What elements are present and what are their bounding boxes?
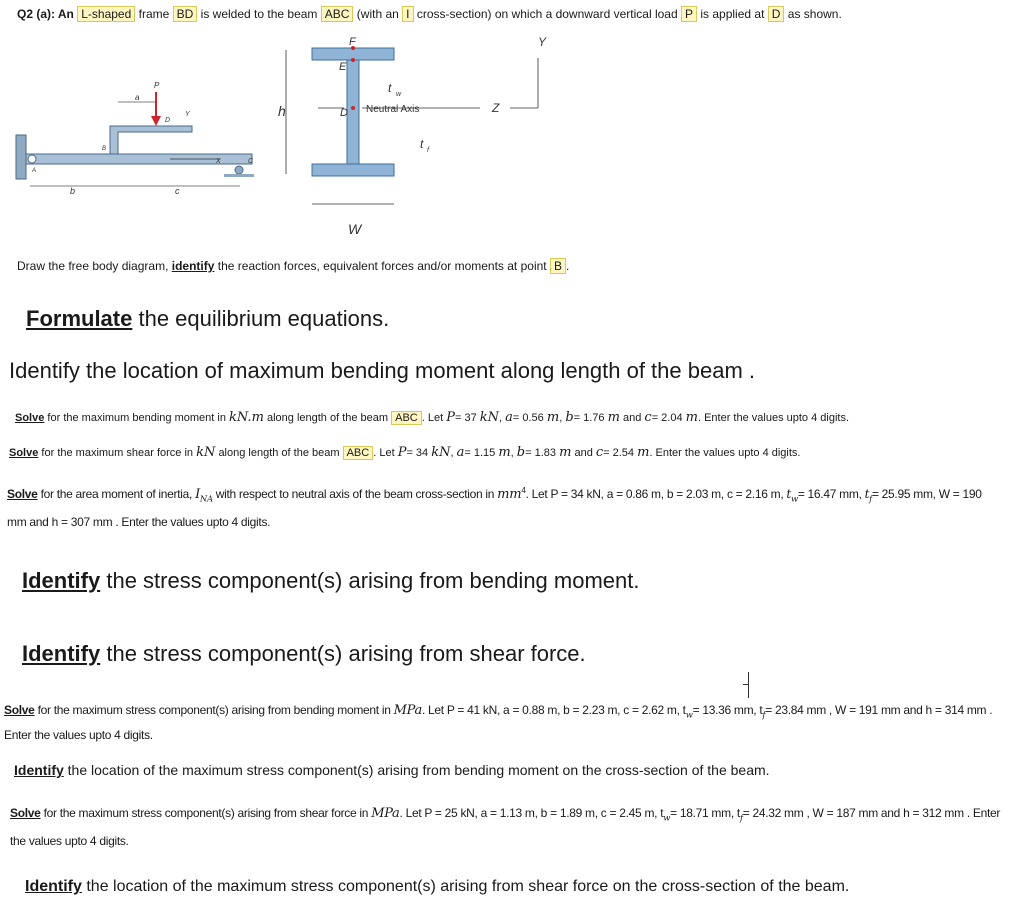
header-text-3: (with an — [356, 7, 399, 21]
solve-shear-c-val: = 2.54 — [603, 447, 635, 459]
solve-shear-p-val: = 34 — [406, 447, 429, 459]
solve-moment-line: Solve for the maximum bending moment in kN.m along length of the beam ABC . Let P= 37 kN, a= 0.56 m, b= 1.76 m and c= 2.04 m. Enter the values upto 4 digits. — [15, 410, 850, 425]
identify-shear-heading — [22, 641, 586, 667]
l-frame-bd — [110, 126, 192, 154]
solve-moment-c-val: = 2.04 — [651, 412, 683, 424]
solve-moment-p-unit: kN — [479, 410, 500, 425]
solve-shear-b-sym: b — [516, 445, 526, 460]
wall-support — [16, 135, 26, 179]
label-d-pt: D — [165, 117, 171, 124]
solve-moment-beam: ABC — [391, 411, 422, 425]
load-p-arrowhead — [151, 116, 161, 126]
solve-bending-stress-t1: for the maximum stress component(s) arising from bending moment in — [37, 703, 391, 717]
solve-moment-p-sym: P — [446, 410, 455, 425]
solve-inertia-unit-sup: 4 — [521, 485, 526, 495]
solve-bending-stress-tf: = 23.84 mm , W = 191 mm and h = 314 mm . — [765, 703, 993, 717]
solve-bending-stress-line-2: Enter the values upto 4 digits. — [4, 728, 153, 742]
fbd-verb: identify — [171, 259, 215, 273]
label-neutral-axis: Neutral Axis — [366, 104, 420, 115]
point-d-marker — [351, 106, 355, 110]
solve-shear-stress-vals: . Let P = 25 kN, a = 1.13 m, b = 1.89 m, c = 2.45 m, t — [399, 806, 664, 820]
solve-shear-a-unit: m — [498, 445, 511, 460]
solve-shear-b-unit: m — [559, 445, 572, 460]
point-e-marker — [351, 58, 355, 62]
solve-shear-b-val: = 1.83 — [525, 447, 556, 459]
label-x: X — [216, 158, 221, 165]
solve-bending-stress-tw: = 13.36 mm, t — [692, 703, 763, 717]
beam-diagram — [10, 70, 270, 210]
identify-bending-rest: the stress component(s) arising from bending moment. — [106, 568, 640, 593]
solve-shear-beam: ABC — [343, 446, 374, 460]
header-text-2: is welded to the beam — [200, 7, 318, 21]
solve-shear-line: Solve for the maximum shear force in kN along length of the beam ABC . Let P= 34 kN, a= 1.15 m, b= 1.83 m and c= 2.54 m. Enter the values upto 4 digits. — [9, 445, 801, 460]
text-cursor-bar — [743, 684, 749, 685]
label-c-dim: c — [175, 186, 180, 196]
bottom-flange — [312, 164, 394, 176]
solve-shear-and: and — [574, 447, 593, 459]
question-label: Q2 (a): An — [17, 7, 74, 21]
solve-bending-stress-verb: Solve — [4, 703, 35, 717]
solve-inertia-c: c = 2.16 m — [726, 487, 781, 501]
fbd-text-1: Draw the free body diagram, — [17, 259, 169, 273]
label-z: Z — [492, 101, 500, 115]
solve-shear-a-sym: a — [456, 445, 465, 460]
solve-shear-unit: kN — [196, 445, 216, 460]
solve-bending-stress-unit: MPa — [393, 703, 422, 718]
identify-bending-verb: Identify — [22, 568, 101, 593]
solve-moment-a-val: = 0.56 — [512, 412, 544, 424]
identify-shear-rest: the stress component(s) arising from shear force. — [106, 641, 586, 666]
identify-loc-bending-line — [14, 762, 770, 778]
label-tw-sub: w — [396, 91, 402, 98]
label-d: D — [340, 107, 348, 119]
solve-moment-t2: along length of the beam — [266, 412, 389, 424]
identify-location-heading: Identify the location of maximum bending moment along length of the beam . — [9, 358, 755, 383]
cross-section-diagram — [270, 34, 560, 244]
roller-support — [235, 166, 243, 174]
solve-shear-stress-tf: = 24.32 mm , W = 187 mm and h = 312 mm . Enter — [742, 806, 1001, 820]
label-a-dim: a — [135, 93, 140, 102]
solve-inertia-unit: mm — [497, 487, 522, 502]
solve-shear-verb: Solve — [9, 447, 39, 459]
label-w: W — [348, 221, 362, 237]
label-c-pt: C — [248, 158, 254, 165]
solve-shear-p-sym: P — [397, 445, 407, 460]
solve-moment-c-sym: c — [644, 410, 652, 425]
solve-shear-c-unit: m — [637, 445, 650, 460]
solve-shear-stress-line: Solve for the maximum stress component(s) arising from shear force in MPa. Let P = 25 kN, a = 1.13 m, b = 1.89 m, c = 2.45 m, $t_w= 18.71$ mm, $t_f= 24.32$ mm , W = 187 mm and h = 312 mm . Enter — [10, 806, 1001, 823]
label-f: F — [349, 36, 356, 48]
question-header — [17, 7, 842, 21]
fbd-text-2: the reaction forces, equivalent forces and/or moments at point — [217, 259, 547, 273]
solve-moment-verb: Solve — [15, 412, 45, 424]
identify-loc-shear-rest: the location of the maximum stress component(s) arising from shear force on the cross-section of the beam. — [86, 878, 850, 895]
fbd-end: . — [565, 259, 570, 273]
frame-type-highlight: L-shaped — [77, 6, 135, 22]
beam-name-highlight: ABC — [321, 6, 354, 22]
solve-shear-a-val: = 1.15 — [464, 447, 496, 459]
formulate-heading — [26, 306, 389, 332]
solve-shear-stress-verb: Solve — [10, 806, 41, 820]
fbd-instruction — [17, 259, 569, 273]
web — [347, 60, 359, 164]
formulate-rest: the equilibrium equations. — [138, 306, 390, 331]
header-text-6: as shown. — [787, 7, 842, 21]
support-a — [28, 155, 36, 163]
solve-inertia-tf: = 25.95 mm — [871, 487, 933, 501]
header-text-4: cross-section) on which a downward vertical load — [416, 7, 678, 21]
solve-moment-end: . Enter the values upto 4 digits. — [697, 412, 850, 424]
label-a-pt: A — [32, 168, 37, 174]
solve-moment-t1: for the maximum bending moment in — [47, 412, 226, 424]
solve-inertia-b: b = 2.03 m — [666, 487, 721, 501]
solve-inertia-tw: = 16.47 mm — [797, 487, 859, 501]
solve-inertia-p: P = 34 kN — [550, 487, 601, 501]
solve-shear-p-unit: kN — [431, 445, 451, 460]
solve-inertia-i-sub: NA — [199, 493, 213, 504]
solve-bending-stress-vals: . Let P = 41 kN, a = 0.88 m, b = 2.23 m, c = 2.62 m, t — [421, 703, 686, 717]
solve-moment-a-unit: m — [546, 410, 560, 425]
identify-loc-shear-verb: Identify — [25, 878, 82, 895]
identify-loc-shear-line — [25, 878, 849, 896]
label-b-dim: b — [70, 186, 76, 196]
label-tf: t — [420, 137, 424, 151]
text-cursor — [748, 672, 749, 698]
identify-loc-bending-rest: the location of the maximum stress component(s) arising from bending moment on the cross-section of the beam. — [67, 762, 770, 778]
solve-shear-stress-t1: for the maximum stress component(s) arising from shear force in — [43, 806, 369, 820]
solve-inertia-a: a = 0.86 m — [606, 487, 661, 501]
label-y-axis: Y — [538, 35, 547, 49]
label-h: h — [278, 103, 286, 119]
point-d-highlight: D — [768, 6, 785, 22]
section-symbol-highlight: I — [402, 6, 413, 22]
solve-shear-t2: along length of the beam — [218, 447, 340, 459]
solve-inertia-line-2: mm and h = 307 mm . Enter the values upto 4 digits. — [7, 515, 271, 529]
solve-shear-t1: for the maximum shear force in — [41, 447, 194, 459]
label-tw: t — [388, 81, 392, 95]
solve-moment-and: and — [622, 412, 642, 424]
identify-bending-heading — [22, 568, 639, 594]
solve-moment-b-val: = 1.76 — [573, 412, 605, 424]
solve-inertia-verb: Solve — [7, 487, 38, 501]
solve-moment-b-sym: b — [565, 410, 574, 425]
solve-moment-unit: kN.m — [229, 410, 264, 425]
solve-inertia-t1: for the area moment of inertia, — [40, 487, 193, 501]
solve-moment-p-val: = 37 — [454, 412, 477, 424]
solve-shear-stress-unit: MPa — [371, 806, 400, 821]
frame-name-highlight: BD — [173, 6, 198, 22]
solve-inertia-w: W = 190 — [938, 487, 982, 501]
solve-bending-stress-line: Solve for the maximum stress component(s) arising from bending moment in MPa. Let P = 41 kN, a = 0.88 m, b = 2.23 m, c = 2.62 m, $t_w= 13.36$ mm, $t_f= 23.84$ mm , W = 191 mm and h = 314 mm . — [4, 703, 993, 720]
solve-moment-c-unit: m — [685, 410, 698, 425]
solve-shear-t3: . Let — [373, 447, 395, 459]
load-symbol-highlight: P — [681, 6, 697, 22]
solve-shear-stress-tw: = 18.71 mm, t — [670, 806, 740, 820]
label-b-pt: B — [102, 146, 107, 152]
label-p: P — [154, 81, 160, 90]
fbd-point-highlight: B — [550, 258, 566, 274]
solve-inertia-t2: with respect to neutral axis of the beam cross-section in — [215, 487, 495, 501]
header-text-1: frame — [138, 7, 170, 21]
formulate-verb: Formulate — [26, 306, 133, 331]
solve-moment-t3: . Let — [421, 412, 444, 424]
label-e: E — [339, 61, 347, 73]
identify-shear-verb: Identify — [22, 641, 101, 666]
solve-moment-b-unit: m — [607, 410, 620, 425]
solve-shear-c-sym: c — [595, 445, 604, 460]
label-y: Y — [185, 111, 190, 118]
identify-loc-bending-verb: Identify — [14, 762, 64, 778]
solve-inertia-t3: . Let — [525, 487, 548, 501]
label-tf-sub: f — [427, 147, 429, 154]
solve-inertia-i-sym: I — [195, 487, 200, 502]
solve-shear-stress-line-2: the values upto 4 digits. — [10, 834, 129, 848]
solve-moment-a-sym: a — [505, 410, 513, 425]
solve-shear-end: . Enter the values upto 4 digits. — [649, 447, 801, 459]
solve-inertia-line: Solve for the area moment of inertia, $I_{NA}$ with respect to neutral axis of the beam cross-section in $mm^4$. Let P = 34 kN, a = 0.86 m, b = 2.03 m, c = 2.16 m, $t_w= 16.47$ mm, $t_f= 25.95$ mm, W = 190 — [7, 485, 982, 504]
header-text-5: is applied at — [700, 7, 765, 21]
roller-ground — [224, 174, 254, 177]
